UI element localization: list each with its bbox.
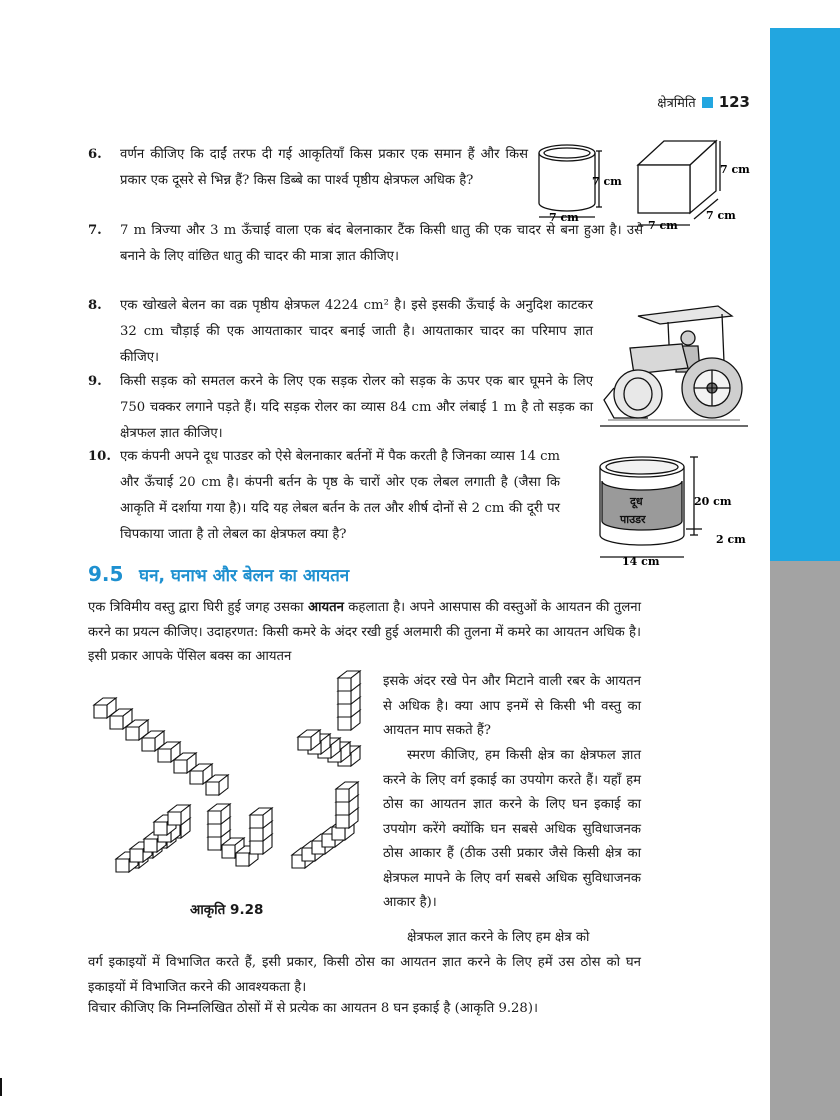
- page-edge-strip: [770, 561, 840, 1120]
- question-text: वर्णन कीजिए कि दाईं तरफ दी गई आकृतियाँ किस प्रकार एक समान हैं और किस प्रकार एक दूसरे से भिन्न हैं? किस डिब्बे का पार्श्व पृष्ठीय क्षेत्रफल अधिक है?: [120, 147, 528, 188]
- cube-height-label: 7 cm: [720, 163, 750, 176]
- cyl-diameter-label: 7 cm: [549, 211, 579, 224]
- road-roller-image: [600, 292, 748, 432]
- question-number: 8.: [88, 298, 102, 313]
- question-number: 9.: [88, 374, 102, 389]
- gap-label: 2 cm: [716, 533, 746, 546]
- paragraph-pencil-box: [383, 670, 641, 744]
- figure-9-28: [80, 665, 380, 897]
- paragraph-text: स्मरण कीजिए, हम किसी क्षेत्र का क्षेत्रफल ज्ञात करने के लिए वर्ग इकाई का उपयोग करते हैं। यहाँ हम ठोस का आयतन ज्ञात करने के लिए घन इकाई का उपयोग करेंगे क्योंकि घन सबसे अधिक सुविधाजनक ठोस आकार हैं (ठीक उसी प्रकार जैसे किसी क्षेत्र का क्षेत्रफल मापने के लिए वर्ग सबसे अधिक सुविधाजनक आकार है)।: [383, 748, 641, 910]
- paragraph-text: वर्ग इकाइयों में विभाजित करते हैं, इसी प्रकार, किसी ठोस का आयतन ज्ञात करने के लिए हमें उस ठोस को घन इकाइयों में विभाजित करने की आवश्यकता है।: [88, 955, 641, 995]
- question-6: [88, 142, 528, 220]
- question-text: एक खोखले बेलन का वक्र पृष्ठीय क्षेत्रफल 4224 cm² है। इसे इसकी ऊँचाई के अनुदिश काटकर 32 cm चौड़ाई की एक आयताकार चादर बनाई जाती है। आयताकार चादर का परिमाप ज्ञात कीजिए।: [120, 298, 593, 365]
- cube-depth-label: 7 cm: [706, 209, 736, 222]
- paragraph-divide-line1: [383, 926, 641, 951]
- paragraph-eight-units: [88, 997, 641, 1022]
- page-header: [600, 90, 750, 114]
- paragraph-text: एक त्रिविमीय वस्तु द्वारा घिरी हुई जगह उसका: [88, 600, 308, 615]
- diameter-label: 14 cm: [622, 555, 660, 568]
- section-heading: [88, 562, 349, 586]
- paragraph-text: विचार कीजिए कि निम्नलिखित ठोसों में से प्रत्येक का आयतन 8 घन इकाई है (आकृति 9.28)।: [88, 1001, 538, 1016]
- height-label: 20 cm: [694, 495, 732, 508]
- section-title: घन, घनाभ और बेलन का आयतन: [139, 566, 350, 586]
- question-text: एक कंपनी अपने दूध पाउडर को ऐसे बेलनाकार बर्तनों में पैक करती है जिनका व्यास 14 cm और ऊँचाई 20 cm है। कंपनी बर्तन के पृष्ठ के चारों ओर एक लेबल लगाती है (जैसा कि आकृति में दर्शाया गया है)। यदि यह लेबल बर्तन के तल और शीर्ष दोनों से 2 cm की दूरी पर चिपकाया जाता है तो लेबल का क्षेत्रफल क्या है?: [120, 449, 560, 542]
- figure-caption: आकृति 9.28: [190, 902, 264, 918]
- header-section-label: क्षेत्रमिति: [657, 96, 696, 111]
- margin-mark: [0, 1078, 2, 1096]
- q10-figure: [590, 447, 762, 572]
- header-square-icon: [702, 97, 713, 108]
- paragraph-cube-unit: [383, 744, 641, 916]
- paragraph-text: कहलाता है। अपने आसपास की वस्तुओं के आयतन की तुलना करने का प्रयत्न कीजिए। उदाहरणत: किसी कमरे के अंदर रखी हुई अलमारी की तुलना में कमरे का आयतन अधिक है। इसी प्रकार आपके पेंसिल बक्स का आयतन: [88, 600, 641, 664]
- question-8: [88, 293, 593, 371]
- paragraph-text: क्षेत्रफल ज्ञात करने के लिए हम क्षेत्र को: [407, 930, 590, 945]
- paragraph-volume-intro: [88, 596, 641, 670]
- q6-figure: [530, 133, 762, 239]
- cyl-height-label: 7 cm: [592, 175, 622, 188]
- section-number: 9.5: [88, 562, 124, 586]
- question-9: [88, 369, 593, 447]
- chapter-tab-strip: [770, 28, 840, 561]
- label-text-line2: पाउडर: [620, 513, 646, 526]
- question-10: [88, 444, 560, 548]
- page-number: 123: [718, 93, 750, 111]
- question-number: 7.: [88, 223, 102, 238]
- paragraph-text: इसके अंदर रखे पेन और मिटाने वाली रबर के आयतन से अधिक है। क्या आप इनमें से किसी भी वस्तु का आयतन माप सकते हैं?: [383, 674, 641, 738]
- label-text-line1: दूध: [630, 495, 643, 508]
- question-text: 7 m त्रिज्या और 3 m ऊँचाई वाला एक बंद बेलनाकार टैंक किसी धातु की एक चादर से बना हुआ है। उसे बनाने के लिए वांछित धातु की चादर की मात्रा ज्ञात कीजिए।: [120, 223, 643, 264]
- question-text: किसी सड़क को समतल करने के लिए एक सड़क रोलर को सड़क के ऊपर एक बार घूमने के लिए 750 चक्कर लगाने पड़ते हैं। यदि सड़क रोलर का व्यास 84 cm और लंबाई 1 m है तो सड़क का क्षेत्रफल ज्ञात कीजिए।: [120, 374, 593, 441]
- question-number: 10.: [88, 449, 111, 464]
- cube-width-label: 7 cm: [648, 219, 678, 232]
- paragraph-divide-rest: [88, 951, 641, 1000]
- question-number: 6.: [88, 147, 102, 162]
- bold-term: आयतन: [307, 600, 344, 615]
